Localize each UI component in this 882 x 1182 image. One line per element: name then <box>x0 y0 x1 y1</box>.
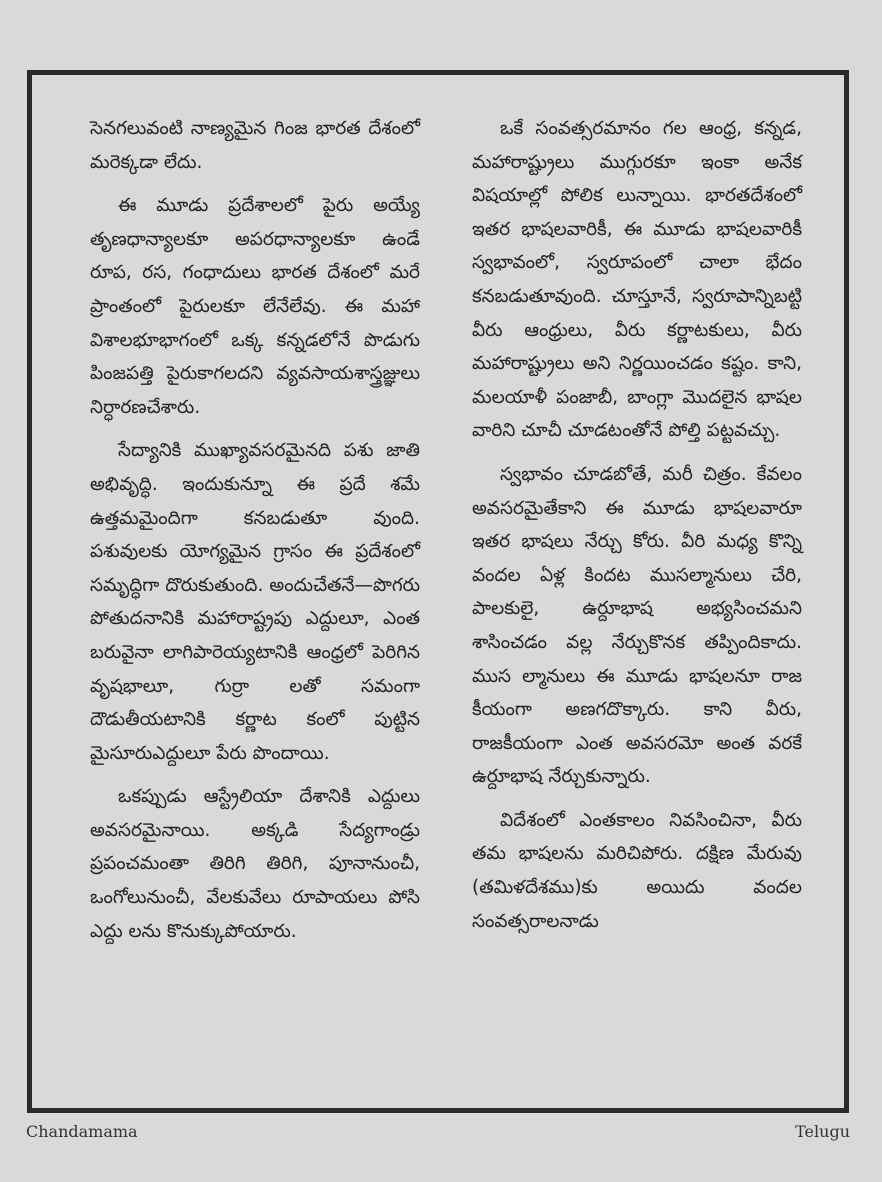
paragraph: ఈ మూడు ప్రదేశాలలో పైరు అయ్యే తృణధాన్యాలకూ అపరధాన్యాలకూ ఉండే రూప, రస, గంధాదులు భారత దేశంలో మరే ప్రాంతంలో పైరులకూ లేనేలేవు. ఈ మహా విశాలభూభాగంలో ఒక్క కన్నడలోనే పొడుగు పింజపత్తి పైరుకాగలదని వ్యవసాయశాస్త్రజ్ఞులు నిర్ధారణచేశారు. <box>90 195 420 418</box>
left-column <box>90 112 420 958</box>
right-column <box>472 112 802 948</box>
paragraph: సేద్యానికి ముఖ్యావసరమైనది పశు జాతి అభివృద్ధి. ఇందుకున్నూ ఈ ప్రదే శమే ఉత్తమమైందిగా కనబడుతూ వుంది. పశువులకు యోగ్యమైన గ్రాసం ఈ ప్రదేశంలో సమృద్ధిగా దొరుకుతుంది. అందుచేతనే—పొగరు పోతుదనానికి మహారాష్ట్రపు ఎద్దులూ, ఎంత బరువైనా లాగిపారెయ్యటానికి ఆంధ్రలో పెరిగిన వృషభాలూ, గుర్రా లతో సమంగా దౌడుతీయటానికి కర్ణాట కంలో పుట్టిన మైసూరుఎద్దులూ పేరు పొందాయి. <box>90 440 420 764</box>
footer-publication-name: Chandamama <box>26 1122 138 1141</box>
paragraph: సెనగలువంటి నాణ్యమైన గింజ భారత దేశంలో మరెక్కడా లేదు. <box>90 118 420 173</box>
paragraph: విదేశంలో ఎంతకాలం నివసించినా, వీరు తమ భాషలను మరిచిపోరు. దక్షిణ మేరువు (తమిళదేశము)కు అయిదు వందల సంవత్సరాలనాడు <box>472 809 802 932</box>
paragraph: స్వభావం చూడబోతే, మరీ చిత్రం. కేవలం అవసరమైతేకాని ఈ మూడు భాషలవారూ ఇతర భాషలు నేర్చు కోరు. వీరి మధ్య కొన్ని వందల ఏళ్ల కిందట ముసల్మానులు చేరి, పాలకులై, ఉర్దూభాష అభ్యసించమని శాసించడం వల్ల నేర్చుకొనక తప్పిందికాదు. ముస ల్మానులు ఈ మూడు భాషలనూ రాజ కీయంగా అణగదొక్కారు. కాని వీరు, రాజకీయంగా ఎంత అవసరమో అంత వరకే ఉర్దూభాష నేర్చుకున్నారు. <box>472 463 802 788</box>
footer-language: Telugu <box>795 1122 850 1141</box>
paragraph: ఒకే సంవత్సరమానం గల ఆంధ్ర, కన్నడ, మహారాష్ట్రులు ముగ్గురకూ ఇంకా అనేక విషయాల్లో పోలిక లున్నాయి. భారతదేశంలో ఇతర భాషలవారికీ, ఈ మూడు భాషలవారికీ స్వభావంలో, స్వరూపంలో చాలా భేదం కనబడుతూవుంది. చూస్తూనే, స్వరూపాన్నిబట్టి వీరు ఆంధ్రులు, వీరు కర్ణాటకులు, వీరు మహారాష్ట్రులు అని నిర్ణయించడం కష్టం. కాని, మలయాళీ పంజాబీ, బాంగ్లా మొదలైన భాషల వారిని చూచీ చూడటంతోనే పోల్తి పట్టవచ్చు. <box>472 118 802 442</box>
paragraph: ఒకప్పుడు ఆస్ట్రేలియా దేశానికి ఎద్దులు అవసరమైనాయి. అక్కడి సేద్యగాండ్రు ప్రపంచమంతా తిరిగి తిరిగి, పూనానుంచీ, ఒంగోలునుంచీ, వేలకువేలు రూపాయలు పోసి ఎద్దు లను కొనుక్కుపోయారు. <box>90 786 420 942</box>
